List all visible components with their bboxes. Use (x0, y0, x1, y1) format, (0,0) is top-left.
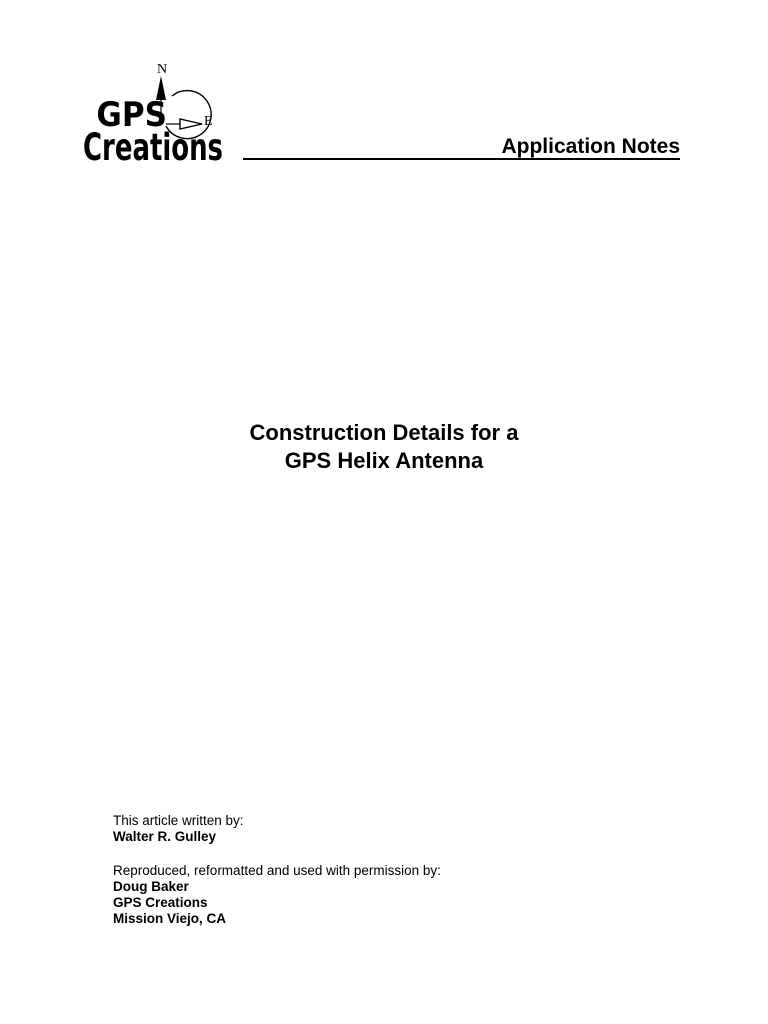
author-name: Walter R. Gulley (113, 829, 217, 844)
application-notes-label: Application Notes (501, 135, 680, 158)
title-line-1: Construction Details for a (249, 420, 519, 445)
reproducer-name: Doug Baker (113, 879, 189, 894)
compass-east-letter: E (204, 114, 213, 129)
credits-spacer (113, 845, 441, 863)
document-title (0, 419, 768, 475)
title-line-2: GPS Helix Antenna (284, 448, 484, 473)
written-by-label: This article written by: (113, 813, 244, 828)
gps-creations-logo (80, 58, 230, 168)
reproduced-label: Reproduced, reformatted and used with permission by: (113, 863, 441, 878)
reproducer-location: Mission Viejo, CA (113, 911, 227, 926)
reproducer-company: GPS Creations (113, 895, 208, 910)
logo-creations-text: Creations (83, 126, 223, 169)
credits-block (113, 813, 441, 927)
compass-north-letter: N (157, 62, 168, 77)
logo-gps-text: GPS (96, 95, 167, 135)
